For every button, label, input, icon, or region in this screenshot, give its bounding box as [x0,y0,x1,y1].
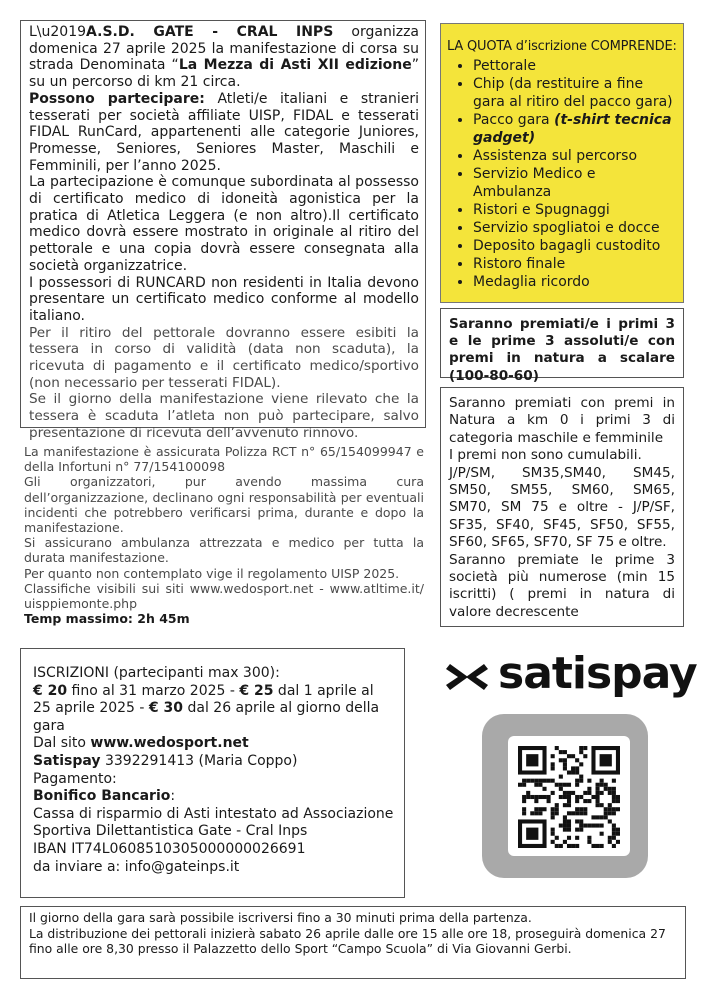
footer-line-2: La distribuzione dei pettorali inizierà sabato 26 aprile dalle ore 15 alle ore 18, proseguirà domenica 27 fino alle ore 8,30 presso il Palazzetto dello Sport “Campo Scuola” di Via Giovanni Gerbi. [29,925,666,957]
bonifico-label: Bonifico Bancario [33,788,171,805]
pickup-paragraph: Per il ritiro del pettorale dovranno essere esibiti la tessera in corso di validità (data non scaduta), la ricevuta di pagamento e il certificato medico/sportivo (non necessario per tesserati FIDAL). [29,324,419,391]
intro-text: organizza domenica 27 aprile 2025 la manifestazione di corsa su strada Denominata “ [29,24,419,74]
org-name: A.S.D. GATE - CRAL INPS [86,24,334,40]
registration-title: ISCRIZIONI (partecipanti max 300): [33,665,280,681]
rules-text: Per quanto non contemplato vige il regolamento UISP 2025. [24,565,400,581]
rankings-text: Classifiche visibili sui siti www.wedosport.net - www.atltime.it/ uisppiemonte.php [24,580,424,612]
quota-item: • Ristori e Spugnaggi [473,201,677,219]
quota-list [447,57,677,291]
societies-text: Saranno premiate le prime 3 società più numerose (min 15 iscritti) ( premi in natura di valore decrescente [449,551,675,620]
category-prizes-box [440,387,684,627]
footer-line-1: Il giorno della gara sarà possibile iscriversi fino a 30 minuti prima della partenza. [29,910,532,925]
certificate-paragraph: La partecipazione è comunque subordinata al possesso di certificato medico di idoneità agonistica per la pratica di Atletica Leggera (e non altro).Il certificato medico dovrà essere mostrato in originale al ritiro del pettorale e una copia dovrà essere consegnata alla società organizzatrice. [29,174,419,274]
max-time: Temp massimo: 2h 45m [24,611,190,627]
price-1: € 20 [33,682,68,699]
price-2: € 25 [239,682,274,699]
price-3-text: dal 26 aprile al giorno della gara [33,700,380,734]
absolute-prizes-text: Saranno premiati/e i primi 3 e le prime 3 assoluti/e con premi in natura a scalare (100-80-60) [449,316,675,384]
registration-box [20,648,405,898]
bank-text: Cassa di risparmio di Asti intestato ad Associazione Sportiva Dilettantistica Gate - Cral Inps [33,805,394,840]
quota-box [440,23,684,303]
bonifico-line [33,788,394,806]
absolute-prizes-box [440,308,684,384]
iban-text: IBAN IT74L0608510305000000026691 [33,840,306,857]
satispay-line [33,753,394,771]
site-prefix: Dal sito [33,735,91,752]
intro-box [20,20,426,441]
runcard-paragraph: I possessori di RUNCARD non residenti in Italia devono presentare un certificato medico conforme al modello italiano. [29,274,419,324]
payment-label: Pagamento: [33,770,117,787]
price-3: € 30 [148,700,184,717]
insurance-section [24,444,424,626]
event-name: La Mezza di Asti XII edizione [178,57,412,74]
category-list: J/P/SM, SM35,SM40, SM45, SM50, SM55, SM60, SM65, SM70, SM 75 e oltre - J/P/SF, SF35, SF40, SF45, SF50, SF55, SF60, SF65, SF70, SF 75 e oltre. [449,464,675,551]
footer-box [20,906,686,979]
quota-item: • Deposito bagagli custodito [473,237,677,255]
qr-code-icon[interactable] [518,746,620,848]
satispay-wordmark: satispay [498,648,697,699]
quota-item: • Assistenza sul percorso [473,147,677,165]
price-2-text: dal 1 aprile al 25 aprile 2025 - [33,682,374,717]
ambulance-text: Si assicurano ambulanza attrezzata e medico per tutta la durata manifestazione. [24,535,424,566]
email-text[interactable]: da inviare a: info@gateinps.it [33,858,240,875]
prices [33,683,394,736]
quota-heading: LA QUOTA d’iscrizione COMPRENDE: [447,39,677,54]
price-1-text: fino al 31 marzo 2025 - [67,682,240,699]
site-link[interactable]: www.wedosport.net [90,735,249,752]
intro-text-2: ” su un percorso di km 21 circa. [29,57,419,91]
quota-item: • Chip (da restituire a fine gara al ritiro del pacco gara) [473,75,677,111]
not-cumulative-text: I premi non sono cumulabili. [449,447,642,464]
intro-paragraph: L\u2019A.S.D. GATE - CRAL INPS organizza domenica 27 aprile 2025 la manifestazione di corsa su strada Denominata “La Mezza di Asti XII edizione” su un percorso di km 21 circa. [29,24,419,91]
expired-paragraph: Se il giorno della manifestazione viene rilevato che la tessera è scaduta l’atleta non può partecipare, salvo presentazione di ricevuta dell’avvenuto rinnovo. [29,391,419,441]
liability-text: Gli organizzatori, pur avendo massima cura dell’organizzazione, declinano ogni responsabilità per eventuali incidenti che potrebbero verificarsi prima, durante e dopo la manifestazione. [24,474,424,536]
site-line [33,735,394,753]
quota-item-label: Pacco gara [473,112,555,128]
quota-item: • Pettorale [473,57,677,75]
policy-text: La manifestazione è assicurata Polizza RCT n° 65/154099947 e della Infortuni n° 77/154100098 [24,444,424,475]
who-paragraph [29,91,419,175]
quota-item: • Medaglia ricordo [473,273,677,291]
who-text: Atleti/e italiani e stranieri tesserati per società affiliate UISP, FIDAL e tesserati FIDAL RunCard, appartenenti alle categorie Juniores, Promesse, Seniores, Seniores Master, Maschili e Femminili, per l’anno 2025. [29,90,420,174]
satispay-label: Satispay [33,752,101,769]
quota-item: • Servizio Medico e Ambulanza [473,165,677,201]
pacco-note: (t-shirt tecnica gadget) [473,112,672,146]
quota-item: • Servizio spogliatoi e docce [473,219,677,237]
quota-item: • Ristoro finale [473,255,677,273]
bonifico-colon: : [170,788,176,805]
category-prizes-text: Saranno premiati con premi in Natura a km 0 i primi 3 di categoria maschile e femminile [449,395,675,446]
who-label: Possono partecipare: [29,90,205,107]
quota-item [473,111,677,147]
satispay-number: 3392291413 (Maria Coppo) [100,752,298,769]
